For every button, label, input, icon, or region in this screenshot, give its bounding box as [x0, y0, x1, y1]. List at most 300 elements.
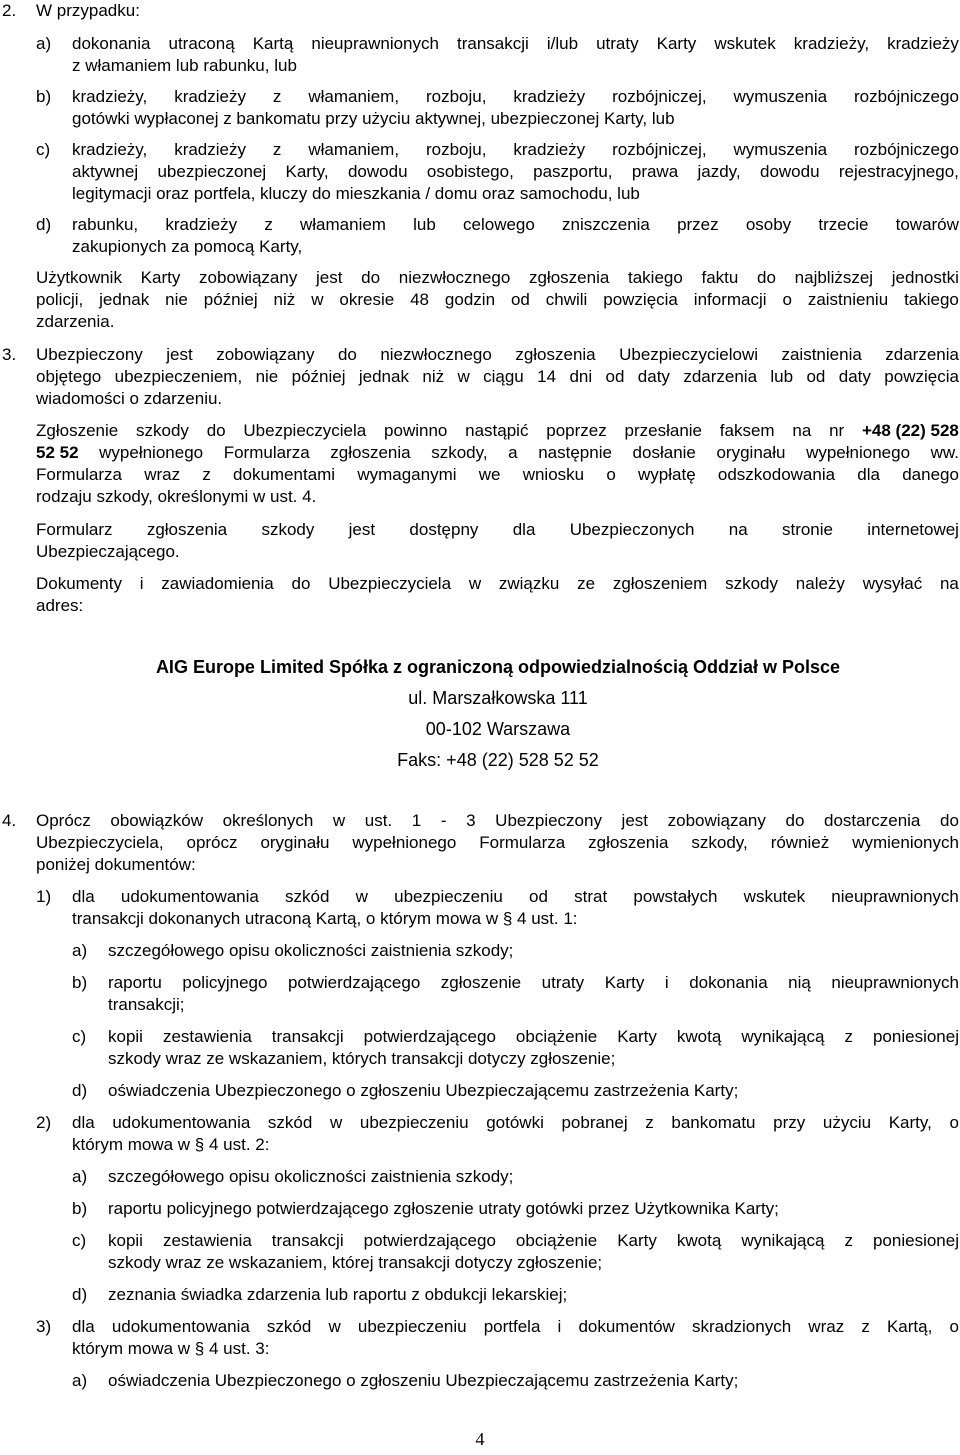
- list-marker: a): [72, 1167, 88, 1186]
- word: jest: [621, 811, 649, 830]
- word: szkody: [136, 421, 189, 440]
- paragraph-line: zeznania świadka zdarzenia lub raportu z obdukcji lekarskiej;: [108, 1285, 568, 1304]
- word: potwierdzającego: [363, 1027, 496, 1046]
- word: od: [529, 887, 548, 906]
- word: jednak: [358, 367, 409, 386]
- word: zgłoszenia: [146, 520, 228, 539]
- paragraph-line: transakcji dokonanych utraconą Kartą, o którym mowa w § 4 ust. 1:: [72, 909, 578, 928]
- word: zobowiązany: [667, 811, 766, 830]
- word: niezwłocznego: [398, 268, 511, 287]
- word: celowego: [463, 215, 535, 234]
- word: Ubezpieczonych: [569, 520, 695, 539]
- paragraph-line: [36, 442, 959, 464]
- word: towarów: [895, 215, 959, 234]
- word: obowiązków: [110, 811, 203, 830]
- word: kradzieży,: [793, 34, 870, 53]
- word: z: [844, 1231, 853, 1250]
- word: dowodu: [759, 162, 820, 181]
- list-marker: d): [72, 1285, 88, 1304]
- word: obciążenie: [515, 1231, 598, 1250]
- word: do: [291, 574, 311, 593]
- word: jest: [316, 268, 343, 287]
- word: poniesionej: [872, 1027, 959, 1046]
- word: i: [664, 973, 669, 992]
- list-marker: 3): [36, 1317, 52, 1336]
- paragraph-line: poniżej dokumentów:: [36, 855, 196, 874]
- word: dokonania: [72, 34, 151, 53]
- word: osoby: [745, 215, 792, 234]
- word: ubezpieczeniu: [357, 1317, 467, 1336]
- paragraph-line: [36, 519, 959, 541]
- word: kradzieży,: [72, 140, 148, 159]
- paragraph-line: z włamaniem lub rabunku, lub: [72, 56, 297, 75]
- word: oprócz: [186, 833, 238, 852]
- word: ww.: [930, 443, 959, 462]
- word: następnie: [538, 443, 612, 462]
- paragraph-line: szkody wraz ze wskazaniem, której transakcji dotyczy zgłoszenie;: [108, 1253, 603, 1272]
- word: w: [329, 1113, 343, 1132]
- word: Karty: [604, 973, 645, 992]
- word: 1: [411, 811, 422, 830]
- word: nią: [788, 973, 811, 992]
- word: zestawienia: [162, 1027, 252, 1046]
- word: o: [606, 465, 616, 484]
- word: +48 (22) 528: [861, 421, 959, 440]
- address-company: AIG Europe Limited Spółka z ograniczoną odpowiedzialnością Oddział w Polsce: [155, 657, 841, 677]
- paragraph-line: [108, 972, 959, 994]
- word: faktu: [701, 268, 739, 287]
- word: dni: [569, 367, 593, 386]
- word: wymaganymi: [357, 465, 457, 484]
- word: dokumentów: [578, 1317, 675, 1336]
- list-marker: c): [36, 140, 51, 159]
- section-number: 4.: [2, 811, 17, 830]
- word: kradzieży,: [72, 87, 148, 106]
- word: poniesionej: [872, 1231, 959, 1250]
- word: zgłoszenia: [330, 443, 411, 462]
- word: od: [806, 367, 826, 386]
- word: Kartą: [252, 34, 294, 53]
- word: zdarzenia: [885, 345, 959, 364]
- word: zobowiązany: [216, 345, 315, 364]
- word: szkody,: [431, 443, 488, 462]
- word: o: [782, 290, 792, 309]
- word: Karty,: [285, 162, 329, 181]
- word: zgłoszeniem: [612, 574, 708, 593]
- word: kradzieży: [174, 87, 246, 106]
- word: wysyłać: [862, 574, 923, 593]
- word: ubezpieczeniu: [359, 1113, 469, 1132]
- word: Użytkownik: [36, 268, 122, 287]
- word: Karty: [140, 268, 181, 287]
- list-marker: a): [72, 1371, 88, 1390]
- word: Ubezpieczony: [36, 345, 143, 364]
- word: Kartą,: [886, 1317, 933, 1336]
- list-marker: a): [36, 34, 52, 53]
- word: zgłoszenia: [528, 268, 610, 287]
- word: gotówki: [486, 1113, 544, 1132]
- word: Zgłoszenie: [36, 421, 119, 440]
- word: dokumentami: [233, 465, 336, 484]
- word: kwotą: [676, 1231, 722, 1250]
- word: takiego: [627, 268, 683, 287]
- word: transakcji: [271, 1231, 344, 1250]
- word: wniosku: [522, 465, 585, 484]
- word: Ubezpieczycielowi: [619, 345, 758, 364]
- paragraph-line: [36, 464, 959, 486]
- word: należy: [795, 574, 845, 593]
- paragraph-line: zdarzenia.: [36, 312, 115, 331]
- word: dla: [72, 1113, 95, 1132]
- word: dowodu: [347, 162, 408, 181]
- word: wraz: [144, 465, 181, 484]
- word: takiego: [904, 290, 959, 309]
- word: jest: [166, 345, 193, 364]
- word: z: [272, 140, 282, 159]
- word: wynikającą: [741, 1231, 825, 1250]
- word: niezwłocznego: [380, 345, 492, 364]
- word: bankomatu: [671, 1113, 756, 1132]
- word: obciążenie: [515, 1027, 598, 1046]
- word: wymuszenia: [733, 140, 828, 159]
- paragraph-line: szczegółowego opisu okoliczności zaistnienia szkody;: [108, 941, 514, 960]
- word: faksem: [719, 421, 775, 440]
- word: w: [328, 1317, 341, 1336]
- word: policji,: [36, 290, 84, 309]
- word: ze: [577, 574, 596, 593]
- word: rabunku,: [72, 215, 139, 234]
- word: 3: [466, 811, 476, 830]
- word: nieuprawnionych: [831, 973, 959, 992]
- paragraph-line: [72, 33, 959, 55]
- word: ubezpieczonej: [157, 162, 267, 181]
- word: udokumentowania: [120, 887, 259, 906]
- word: Ubezpieczyciela: [328, 574, 452, 593]
- word: nastąpić: [465, 421, 529, 440]
- word: jazdy,: [697, 162, 741, 181]
- word: nie: [165, 290, 188, 309]
- word: kradzieży: [165, 215, 238, 234]
- list-marker: d): [72, 1081, 88, 1100]
- word: w: [355, 887, 368, 906]
- word: kradzieży: [513, 87, 586, 106]
- word: wypełnionego: [352, 833, 457, 852]
- paragraph-line: [36, 832, 959, 854]
- word: daty: [637, 367, 670, 386]
- word: godzin: [444, 290, 496, 309]
- word: zaistnienia: [781, 345, 862, 364]
- word: z: [645, 1113, 654, 1132]
- paragraph-line: [72, 1112, 959, 1134]
- word: transakcji: [457, 34, 529, 53]
- paragraph-line: legitymacji oraz portfela, kluczy do mieszkania / domu oraz samochodu, lub: [72, 184, 640, 203]
- word: do: [361, 268, 381, 287]
- word: do: [337, 345, 357, 364]
- word: do: [785, 811, 805, 830]
- word: trzecie: [818, 215, 869, 234]
- paragraph-line: adres:: [36, 596, 84, 615]
- word: informacji: [693, 290, 767, 309]
- paragraph-line: [72, 139, 959, 161]
- word: daty: [838, 367, 871, 386]
- word: rozbójniczej,: [612, 87, 707, 106]
- paragraph-line: zakupionych za pomocą Karty,: [72, 237, 303, 256]
- word: Formularza: [36, 465, 122, 484]
- word: wynikającą: [741, 1027, 825, 1046]
- word: transakcji: [271, 1027, 344, 1046]
- word: internetowej: [867, 520, 959, 539]
- word: i: [557, 1317, 562, 1336]
- address-city: 00-102 Warszawa: [425, 719, 571, 739]
- word: przy: [773, 1113, 806, 1132]
- word: szkód: [266, 1317, 312, 1336]
- word: rozbójniczej,: [612, 140, 707, 159]
- word: dla: [72, 887, 95, 906]
- paragraph-line: wiadomości o zdarzeniu.: [36, 389, 223, 408]
- paragraph-line: [72, 886, 959, 908]
- word: z: [861, 1317, 870, 1336]
- word: do: [757, 268, 776, 287]
- word: paszportu,: [533, 162, 613, 181]
- word: Karty,: [888, 1113, 932, 1132]
- address-street: ul. Marszałkowska 111: [408, 688, 588, 708]
- word: zawiadomienia: [161, 574, 274, 593]
- paragraph-line: [36, 573, 959, 595]
- word: Karty: [656, 34, 697, 53]
- word: zestawienia: [162, 1231, 252, 1250]
- paragraph-line: którym mowa w § 4 ust. 2:: [72, 1135, 270, 1154]
- word: lub: [413, 215, 436, 234]
- word: Ubezpieczony: [495, 811, 602, 830]
- word: Karty: [617, 1027, 657, 1046]
- word: wymuszenia: [733, 87, 828, 106]
- paragraph-line: [108, 1230, 959, 1252]
- word: strat: [574, 887, 608, 906]
- word: a: [508, 443, 518, 462]
- section-number: 3.: [2, 345, 17, 364]
- paragraph-line: [72, 214, 959, 236]
- word: nieuprawnionych: [311, 34, 439, 53]
- word: jest: [348, 520, 376, 539]
- word: o: [949, 1113, 959, 1132]
- word: związku: [498, 574, 560, 593]
- word: od: [605, 367, 625, 386]
- word: z: [844, 1027, 853, 1046]
- word: później: [291, 367, 346, 386]
- word: aktywnej: [72, 162, 139, 181]
- word: do: [939, 811, 959, 830]
- list-marker: a): [72, 941, 88, 960]
- word: odszkodowania: [717, 465, 836, 484]
- word: powinno: [384, 421, 448, 440]
- word: wypłatę: [638, 465, 696, 484]
- word: z: [202, 465, 211, 484]
- word: dla: [857, 465, 880, 484]
- list-marker: d): [36, 215, 52, 234]
- word: pobranej: [561, 1113, 628, 1132]
- word: utraty: [541, 973, 585, 992]
- word: dokonania: [689, 973, 768, 992]
- word: szkody,: [691, 833, 748, 852]
- word: najbliższej: [794, 268, 874, 287]
- word: kradzieży: [174, 140, 246, 159]
- paragraph-line: transakcji;: [108, 995, 185, 1014]
- word: również: [770, 833, 830, 852]
- word: powzięcia: [603, 290, 678, 309]
- list-marker: c): [72, 1231, 87, 1250]
- word: Formularza: [479, 833, 566, 852]
- paragraph-line: oświadczenia Ubezpieczonego o zgłoszeniu Ubezpieczającemu zastrzeżenia Karty;: [108, 1081, 739, 1100]
- word: raportu: [108, 973, 162, 992]
- word: ubezpieczeniem,: [114, 367, 243, 386]
- word: stronie: [781, 520, 833, 539]
- word: rejestracyjnego,: [838, 162, 959, 181]
- paragraph-line: Ubezpieczającego.: [36, 542, 180, 561]
- word: nr: [829, 421, 845, 440]
- word: lub: [770, 367, 794, 386]
- word: udokumentowania: [111, 1317, 250, 1336]
- word: włamaniem,: [308, 87, 400, 106]
- page-number: 4: [475, 1429, 485, 1449]
- paragraph-line: [72, 1316, 959, 1338]
- word: szkód: [285, 887, 330, 906]
- word: szkody: [725, 574, 779, 593]
- word: wymienionych: [852, 833, 959, 852]
- word: w: [311, 290, 324, 309]
- word: zgłoszenia: [588, 833, 669, 852]
- word: objętego: [36, 367, 102, 386]
- word: kwotą: [676, 1027, 722, 1046]
- word: kopii: [108, 1231, 143, 1250]
- word: szkód: [267, 1113, 313, 1132]
- section-number: 2.: [2, 1, 17, 20]
- word: jednostki: [891, 268, 959, 287]
- word: wypełnionego: [99, 443, 204, 462]
- paragraph-line: [36, 420, 959, 442]
- word: w: [332, 811, 346, 830]
- word: w: [457, 367, 470, 386]
- word: oryginału: [716, 443, 786, 462]
- word: szkody: [261, 520, 315, 539]
- word: rozboju,: [425, 87, 487, 106]
- word: policyjnego: [182, 973, 268, 992]
- word: Oprócz: [36, 811, 91, 830]
- word: wraz: [808, 1317, 845, 1336]
- paragraph-line: rodzaju szkody, określonymi w ust. 4.: [36, 487, 317, 506]
- word: udokumentowania: [112, 1113, 251, 1132]
- paragraph-line: oświadczenia Ubezpieczonego o zgłoszeniu Ubezpieczającemu zastrzeżenia Karty;: [108, 1371, 739, 1390]
- word: zniszczenia: [562, 215, 650, 234]
- word: z: [272, 87, 282, 106]
- paragraph-line: [36, 366, 959, 388]
- paragraph-line: [108, 1026, 959, 1048]
- paragraph-line: którym mowa w § 4 ust. 3:: [72, 1339, 270, 1358]
- word: zaistnieniu: [807, 290, 889, 309]
- word: zgłoszenie: [440, 973, 522, 992]
- word: niż: [422, 367, 445, 386]
- paragraph-line: [36, 267, 959, 289]
- list-marker: b): [72, 1199, 88, 1218]
- word: przesłanie: [624, 421, 703, 440]
- word: oryginału: [260, 833, 330, 852]
- word: utraty: [596, 34, 639, 53]
- word: skradzionych: [691, 1317, 792, 1336]
- paragraph-line: [36, 289, 959, 311]
- word: powzięcia: [884, 367, 959, 386]
- word: później: [203, 290, 258, 309]
- word: -: [440, 811, 447, 830]
- paragraph-line: [72, 161, 959, 183]
- word: wskutek: [743, 887, 806, 906]
- word: kopii: [108, 1027, 143, 1046]
- word: włamaniem: [300, 215, 386, 234]
- word: określonych: [222, 811, 314, 830]
- word: Formularz: [36, 520, 113, 539]
- word: na: [728, 520, 748, 539]
- word: w: [468, 574, 482, 593]
- word: ciągu: [483, 367, 524, 386]
- word: prawa: [631, 162, 679, 181]
- word: i/lub: [546, 34, 579, 53]
- word: i: [139, 574, 144, 593]
- word: utraconą: [168, 34, 235, 53]
- word: Ubezpieczyciela: [243, 421, 367, 440]
- word: przez: [677, 215, 719, 234]
- word: 52 52: [36, 443, 79, 462]
- paragraph-line: [72, 86, 959, 108]
- word: Ubezpieczyciela,: [36, 833, 164, 852]
- paragraph-line: [36, 344, 959, 366]
- word: danego: [902, 465, 959, 484]
- word: rozboju,: [425, 140, 487, 159]
- section-intro: W przypadku:: [36, 1, 140, 20]
- list-marker: b): [72, 973, 88, 992]
- word: na: [939, 574, 959, 593]
- word: rozbójniczego: [854, 140, 959, 159]
- word: zobowiązany: [199, 268, 298, 287]
- word: włamaniem,: [308, 140, 400, 159]
- word: jednak: [99, 290, 150, 309]
- word: Dokumenty: [36, 574, 122, 593]
- word: potwierdzającego: [287, 973, 421, 992]
- word: użyciu: [822, 1113, 872, 1132]
- word: dla: [512, 520, 536, 539]
- word: do: [206, 421, 226, 440]
- word: Formularza: [223, 443, 310, 462]
- word: powstałych: [633, 887, 718, 906]
- word: okresie: [339, 290, 395, 309]
- word: portfela: [483, 1317, 541, 1336]
- paragraph-line: [36, 810, 959, 832]
- word: dostarczenia: [824, 811, 921, 830]
- address-fax: Faks: +48 (22) 528 52 52: [397, 750, 599, 770]
- word: kradzieży: [887, 34, 959, 53]
- word: chwili: [545, 290, 588, 309]
- word: zgłoszenia: [515, 345, 596, 364]
- word: poprzez: [546, 421, 607, 440]
- word: kradzieży: [513, 140, 586, 159]
- word: rozbójniczego: [854, 87, 959, 106]
- word: osobistego,: [426, 162, 514, 181]
- word: o: [949, 1317, 959, 1336]
- word: z: [264, 215, 273, 234]
- word: wypełnionego: [806, 443, 911, 462]
- word: 14: [537, 367, 557, 386]
- word: nie: [255, 367, 279, 386]
- word: dostępny: [409, 520, 479, 539]
- paragraph-line: gotówki wypłaconej z bankomatu przy użyciu aktywnej, ubezpieczonej Karty, lub: [72, 109, 675, 128]
- list-marker: c): [72, 1027, 87, 1046]
